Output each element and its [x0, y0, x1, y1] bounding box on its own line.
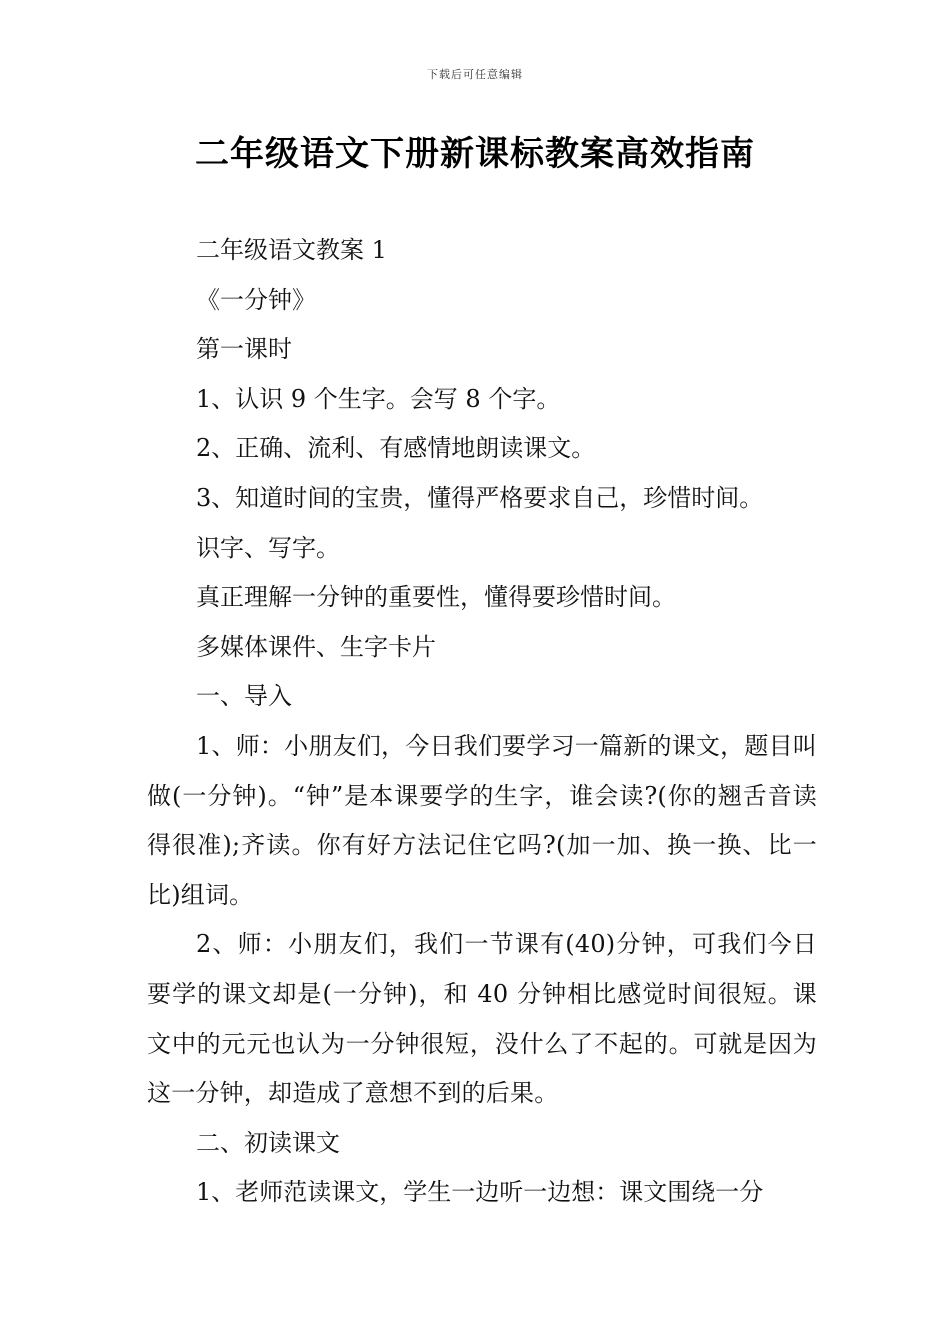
document-body [147, 226, 817, 1218]
document-title: 二年级语文下册新课标教案高效指南 [195, 134, 755, 174]
teaching-materials: 多媒体课件、生字卡片 [196, 632, 436, 661]
paragraph-reading-1: 1、老师范读课文，学生一边听一边想：课文围绕一分 [196, 1178, 764, 1207]
lesson-heading: 二年级语文教案 1 [196, 236, 387, 264]
difficult-point: 真正理解一分钟的重要性，懂得要珍惜时间。 [196, 583, 676, 612]
header-note: 下载后可任意编辑 [427, 68, 523, 81]
section-heading-intro: 一、导入 [196, 682, 292, 711]
key-point: 识字、写字。 [196, 533, 340, 562]
paragraph-intro-1: 1、师：小朋友们，今日我们要学习一篇新的课文，题目叫做(一分钟)。“钟”是本课要学的生字，谁会读?(你的翘舌音读得很准);齐读。你有好方法记住它吗?(加一加、换一换、比一比)组词。 [147, 731, 817, 909]
objective-2: 2、正确、流利、有感情地朗读课文。 [196, 434, 596, 463]
lesson-title: 《一分钟》 [196, 285, 316, 314]
paragraph-intro-2: 2、师：小朋友们，我们一节课有(40)分钟，可我们今日要学的课文却是(一分钟)，和 40 分钟相比感觉时间很短。课文中的元元也认为一分钟很短，没什么了不起的。可就是因为这一分钟，却造成了意想不到的后果。 [147, 930, 817, 1108]
objective-1: 1、认识 9 个生字。会写 8 个字。 [196, 384, 561, 413]
period-heading: 第一课时 [196, 335, 292, 364]
section-heading-reading: 二、初读课文 [196, 1128, 340, 1157]
objective-3: 3、知道时间的宝贵，懂得严格要求自己，珍惜时间。 [196, 483, 764, 512]
